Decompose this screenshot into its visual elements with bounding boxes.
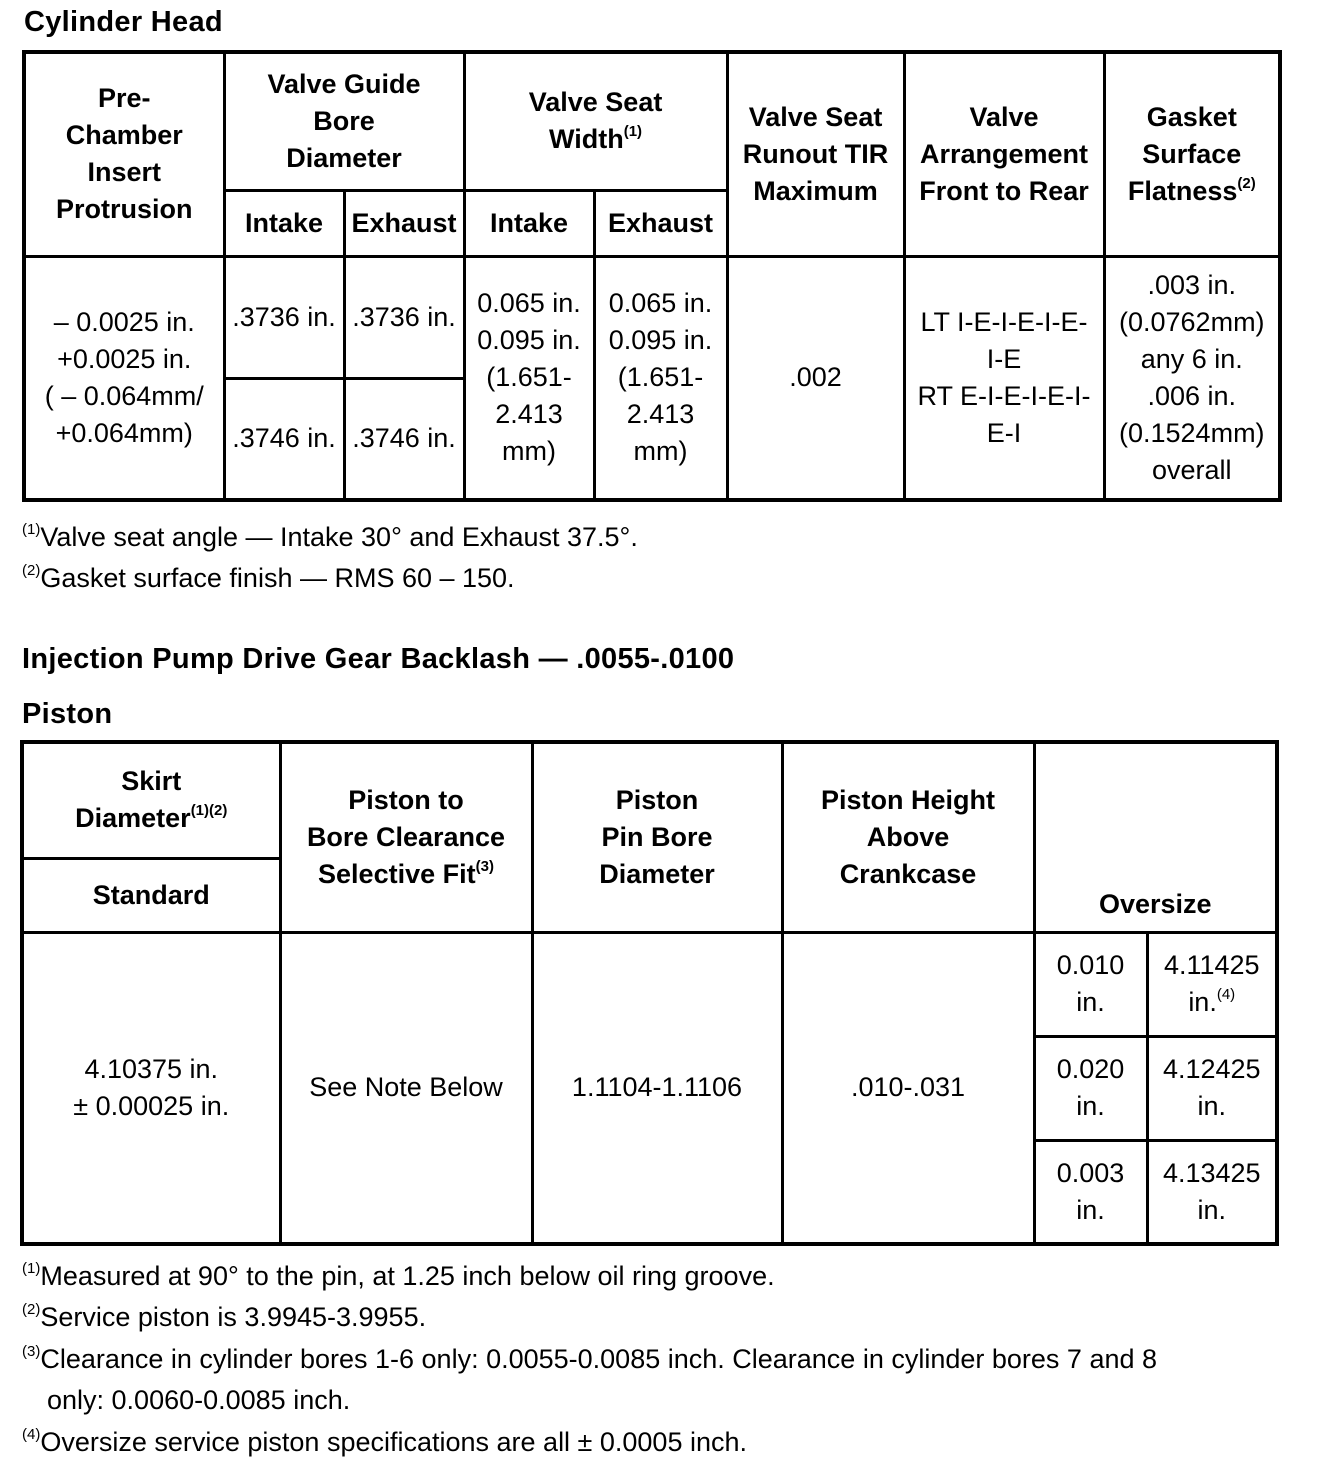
note-mark: (4) xyxy=(22,1426,41,1443)
header-seat-intake: Intake xyxy=(464,190,594,256)
note-mark: (3) xyxy=(22,1343,41,1360)
cylinder-head-note-1 xyxy=(22,517,638,557)
oversize-size-1: 0.010 in. xyxy=(1034,932,1147,1036)
oversize-diameter-1 xyxy=(1147,932,1277,1036)
note-text: Clearance in cylinder bores 1-6 only: 0.0055-0.0085 inch. Clearance in cylinder bores 7 and 8 xyxy=(40,1344,1158,1374)
value-standard: 4.10375 in. ± 0.00025 in. xyxy=(22,932,280,1244)
piston-note-1 xyxy=(22,1256,775,1296)
piston-note-4 xyxy=(22,1422,747,1462)
header-standard: Standard xyxy=(22,858,280,932)
value-guide-intake-1: .3736 in. xyxy=(224,256,344,378)
header-oversize: Oversize xyxy=(1034,742,1277,932)
piston-note-3 xyxy=(22,1339,1157,1379)
value-height: .010-.031 xyxy=(782,932,1034,1244)
oversize-size-3: 0.003 in. xyxy=(1034,1140,1147,1244)
note-text: Oversize service piston specifications are all ± 0.0005 inch. xyxy=(40,1427,747,1457)
note-mark: (2) xyxy=(22,1301,41,1318)
footnote-ref-4: (4) xyxy=(1216,986,1236,1003)
header-seat-width xyxy=(464,52,727,190)
header-prechamber: Pre- Chamber Insert Protrusion xyxy=(24,52,224,256)
oversize-diameter-2: 4.12425 in. xyxy=(1147,1036,1277,1140)
piston-table xyxy=(20,740,1279,1246)
header-pin-bore: Piston Pin Bore Diameter xyxy=(532,742,782,932)
header-seat-width-text: Valve Seat Width xyxy=(528,87,663,155)
header-clearance-text: Piston to Bore Clearance Selective Fit xyxy=(306,784,506,889)
note-text: Valve seat angle — Intake 30° and Exhaust 37.5°. xyxy=(40,522,638,552)
value-seat-intake: 0.065 in. 0.095 in. (1.651- 2.413 mm) xyxy=(464,256,594,500)
header-arrangement: Valve Arrangement Front to Rear xyxy=(904,52,1104,256)
value-seat-exhaust: 0.065 in. 0.095 in. (1.651- 2.413 mm) xyxy=(594,256,727,500)
piston-note-3-continued xyxy=(47,1380,350,1420)
note-mark: (2) xyxy=(22,562,41,579)
footnote-ref-3: (3) xyxy=(475,857,494,875)
note-text: only: 0.0060-0.0085 inch. xyxy=(47,1385,351,1415)
value-arrangement: LT I-E-I-E-I-E- I-E RT E-I-E-I-E-I- E-I xyxy=(904,256,1104,500)
value-guide-exhaust-2: .3746 in. xyxy=(344,378,464,500)
header-skirt xyxy=(22,742,280,858)
header-flatness xyxy=(1104,52,1280,256)
header-guide-exhaust: Exhaust xyxy=(344,190,464,256)
backlash-title: Injection Pump Drive Gear Backlash — .0055-.0100 xyxy=(22,643,735,675)
piston-title: Piston xyxy=(22,698,113,730)
footnote-ref-2: (2) xyxy=(1237,174,1256,192)
oversize-diameter-1-text: 4.11425 in. xyxy=(1163,950,1260,1017)
note-text: Measured at 90° to the pin, at 1.25 inch below oil ring groove. xyxy=(40,1261,775,1291)
header-guide-bore: Valve Guide Bore Diameter xyxy=(224,52,464,190)
footnote-ref-1: (1) xyxy=(623,123,643,141)
note-text: Gasket surface finish — RMS 60 – 150. xyxy=(40,563,515,593)
value-guide-intake-2: .3746 in. xyxy=(224,378,344,500)
header-skirt-text: Skirt Diameter xyxy=(75,766,191,834)
note-mark: (1) xyxy=(22,1260,41,1277)
footnote-ref-1-2: (1)(2) xyxy=(190,802,228,820)
value-pin-bore: 1.1104-1.1106 xyxy=(532,932,782,1244)
cylinder-head-note-2 xyxy=(22,558,515,598)
cylinder-head-title: Cylinder Head xyxy=(24,6,223,38)
piston-note-2 xyxy=(22,1297,426,1337)
header-flatness-text: Gasket Surface Flatness xyxy=(1127,101,1242,206)
header-guide-intake: Intake xyxy=(224,190,344,256)
header-seat-exhaust: Exhaust xyxy=(594,190,727,256)
note-text: Service piston is 3.9945-3.9955. xyxy=(40,1302,427,1332)
header-clearance xyxy=(280,742,532,932)
value-flatness: .003 in. (0.0762mm) any 6 in. .006 in. (0.1524mm) overall xyxy=(1104,256,1280,500)
header-height: Piston Height Above Crankcase xyxy=(782,742,1034,932)
oversize-diameter-3: 4.13425 in. xyxy=(1147,1140,1277,1244)
header-runout: Valve Seat Runout TIR Maximum xyxy=(727,52,904,256)
value-clearance: See Note Below xyxy=(280,932,532,1244)
cylinder-head-table xyxy=(22,50,1282,502)
value-runout: .002 xyxy=(727,256,904,500)
value-prechamber: – 0.0025 in. +0.0025 in. ( – 0.064mm/ +0.064mm) xyxy=(24,256,224,500)
oversize-size-2: 0.020 in. xyxy=(1034,1036,1147,1140)
note-mark: (1) xyxy=(22,521,41,538)
value-guide-exhaust-1: .3736 in. xyxy=(344,256,464,378)
